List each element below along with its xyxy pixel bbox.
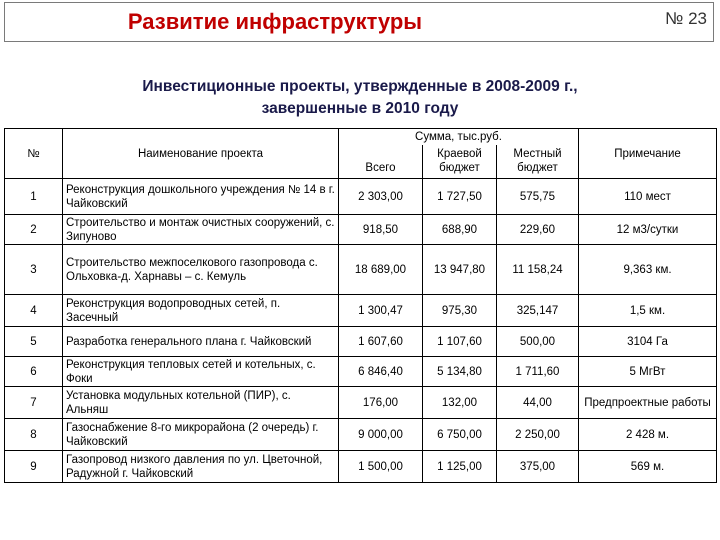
- cell-regional: 975,30: [423, 295, 497, 327]
- cell-total: 918,50: [339, 215, 423, 245]
- cell-num: 4: [5, 295, 63, 327]
- cell-regional: 5 134,80: [423, 357, 497, 387]
- cell-num: 1: [5, 179, 63, 215]
- page-title: Развитие инфраструктуры: [127, 9, 423, 34]
- table-row: [5, 327, 717, 357]
- cell-note: 12 м3/сутки: [579, 215, 717, 245]
- cell-num: 7: [5, 387, 63, 419]
- cell-name: Строительство и монтаж очистных сооружений, с. Зипуново: [63, 215, 339, 245]
- cell-num: 9: [5, 451, 63, 483]
- cell-note: 110 мест: [579, 179, 717, 215]
- cell-regional: 688,90: [423, 215, 497, 245]
- cell-local: 325,147: [497, 295, 579, 327]
- cell-name: Разработка генерального плана г. Чайковский: [63, 327, 339, 357]
- cell-regional: 13 947,80: [423, 245, 497, 295]
- table-row: [5, 295, 717, 327]
- cell-total: 6 846,40: [339, 357, 423, 387]
- cell-note: Предпроектные работы: [579, 387, 717, 419]
- cell-name: Реконструкция тепловых сетей и котельных, с. Фоки: [63, 357, 339, 387]
- cell-regional: 1 107,60: [423, 327, 497, 357]
- cell-total: 18 689,00: [339, 245, 423, 295]
- table-row: [5, 387, 717, 419]
- cell-name: Газоснабжение 8-го микрорайона (2 очередь) г. Чайковский: [63, 419, 339, 451]
- cell-local: 375,00: [497, 451, 579, 483]
- cell-note: 569 м.: [579, 451, 717, 483]
- slide-number: № 23: [665, 9, 707, 28]
- cell-local: 44,00: [497, 387, 579, 419]
- table-caption: [20, 76, 700, 120]
- cell-num: 5: [5, 327, 63, 357]
- cell-local: 500,00: [497, 327, 579, 357]
- table-row: [5, 357, 717, 387]
- cell-num: 2: [5, 215, 63, 245]
- cell-local: 229,60: [497, 215, 579, 245]
- cell-regional: 132,00: [423, 387, 497, 419]
- projects-table: [4, 128, 717, 483]
- table-row: [5, 419, 717, 451]
- cell-num: 6: [5, 357, 63, 387]
- cell-total: 1 300,47: [339, 295, 423, 327]
- table-row: [5, 215, 717, 245]
- cell-regional: 1 125,00: [423, 451, 497, 483]
- cell-name: Реконструкция дошкольного учреждения № 14 в г. Чайковский: [63, 179, 339, 215]
- header-box: [4, 2, 714, 42]
- caption-line-2: завершенные в 2010 году: [261, 100, 459, 117]
- cell-note: 3104 Га: [579, 327, 717, 357]
- cell-regional: 6 750,00: [423, 419, 497, 451]
- cell-total: 176,00: [339, 387, 423, 419]
- cell-name: Газопровод низкого давления по ул. Цветочной, Радужной г. Чайковский: [63, 451, 339, 483]
- table-row: [5, 451, 717, 483]
- cell-total: 2 303,00: [339, 179, 423, 215]
- cell-local: 1 711,60: [497, 357, 579, 387]
- cell-num: 3: [5, 245, 63, 295]
- header-name: Наименование проекта: [63, 129, 339, 179]
- table-row: [5, 245, 717, 295]
- header-sum: Сумма, тыс.руб.: [339, 129, 579, 145]
- cell-name: Установка модульных котельной (ПИР), с. Альняш: [63, 387, 339, 419]
- cell-name: Реконструкция водопроводных сетей, п. Засечный: [63, 295, 339, 327]
- header-regional: Краевой бюджет: [423, 145, 497, 179]
- cell-note: 9,363 км.: [579, 245, 717, 295]
- cell-name: Строительство межпоселкового газопровода с. Ольховка-д. Харнавы – с. Кемуль: [63, 245, 339, 295]
- cell-total: 9 000,00: [339, 419, 423, 451]
- cell-note: 2 428 м.: [579, 419, 717, 451]
- header-note: Примечание: [579, 129, 717, 179]
- cell-local: 11 158,24: [497, 245, 579, 295]
- header-num: №: [5, 129, 63, 179]
- cell-regional: 1 727,50: [423, 179, 497, 215]
- caption-line-1: Инвестиционные проекты, утвержденные в 2008-2009 г.,: [142, 78, 578, 95]
- cell-note: 1,5 км.: [579, 295, 717, 327]
- cell-total: 1 607,60: [339, 327, 423, 357]
- cell-num: 8: [5, 419, 63, 451]
- cell-total: 1 500,00: [339, 451, 423, 483]
- header-total: Всего: [339, 145, 423, 179]
- table-row: [5, 179, 717, 215]
- cell-local: 2 250,00: [497, 419, 579, 451]
- header-local: Местный бюджет: [497, 145, 579, 179]
- cell-note: 5 МгВт: [579, 357, 717, 387]
- cell-local: 575,75: [497, 179, 579, 215]
